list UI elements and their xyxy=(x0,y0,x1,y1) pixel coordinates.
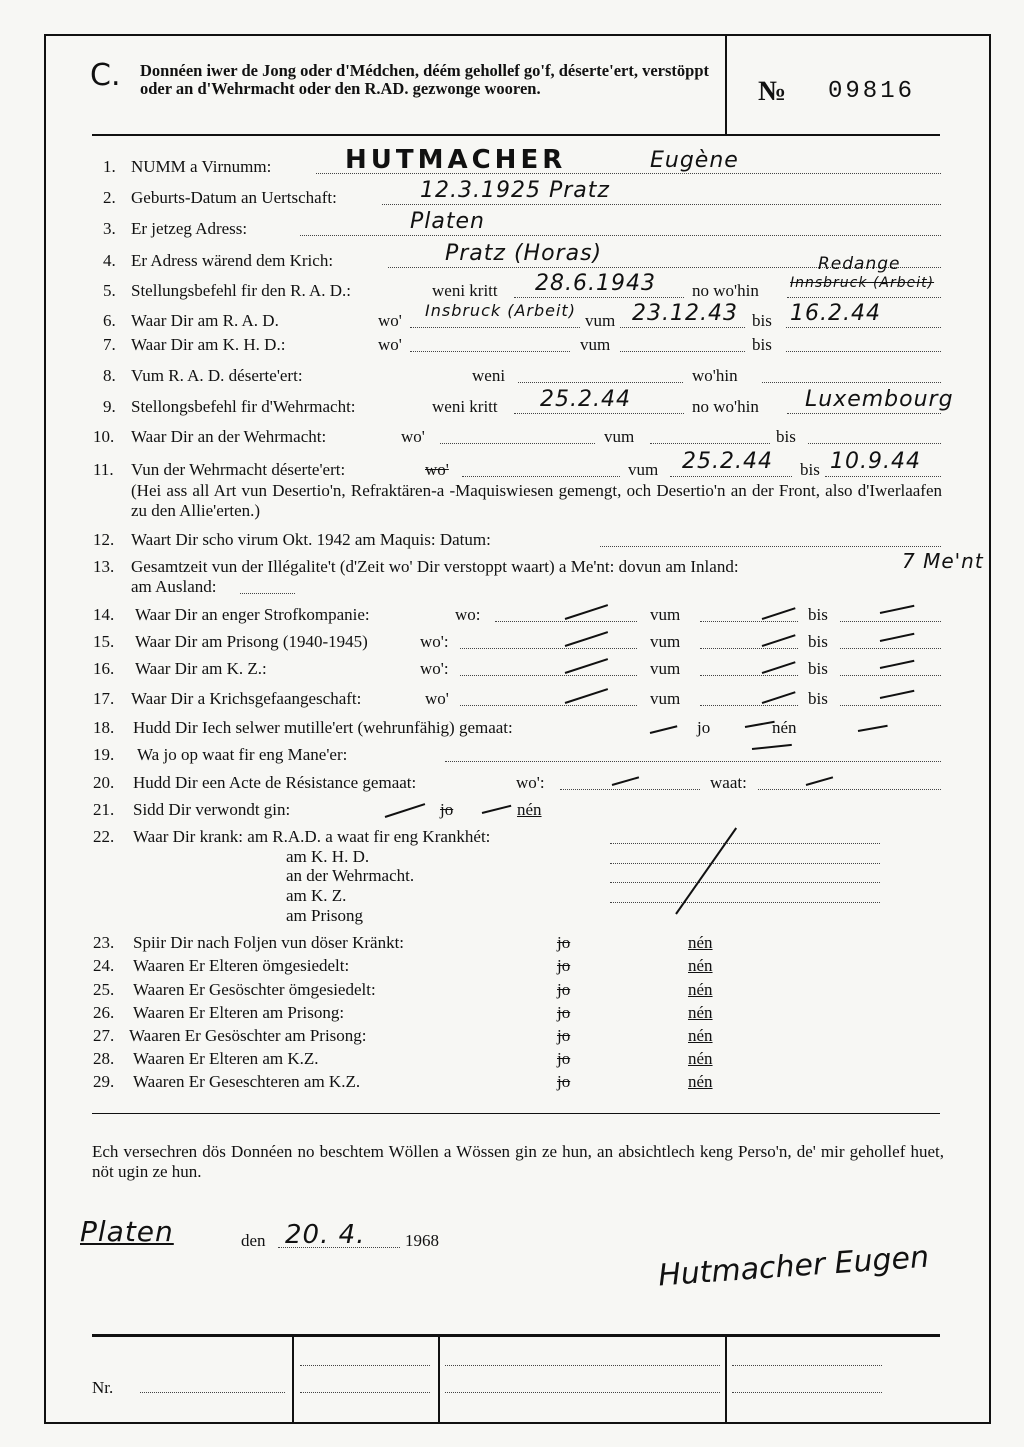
answer-jo: jo xyxy=(557,1003,571,1022)
row-label: wo' xyxy=(425,460,449,479)
row-label: Gesamtzeit vun der Illégalite't (d'Zeit wo' Dir verstoppt waart) a Me'nt: dovun am Inland: xyxy=(131,557,739,576)
row-label: Geburts-Datum an Uertschaft: xyxy=(131,188,337,207)
footer-nr-label: Nr. xyxy=(92,1378,114,1397)
row-label: wo: xyxy=(455,605,481,624)
row-label: Waaren Er Elteren ömgesiedelt: xyxy=(133,956,350,975)
row-label: Waart Dir scho virum Okt. 1942 am Maquis: Datum: xyxy=(131,530,491,549)
fill-line xyxy=(840,621,941,622)
fill-line xyxy=(560,789,700,790)
fill-line xyxy=(600,546,941,547)
row-label: wo' xyxy=(378,335,402,354)
row-label: Waaren Er Geseschteren am K.Z. xyxy=(133,1072,361,1091)
row-label: no wo'hin xyxy=(692,281,759,300)
fill-line xyxy=(610,902,880,903)
answer-nen: nén xyxy=(517,800,542,819)
row-label: wo': xyxy=(516,773,545,792)
row-label: Waaren Er Elteren am K.Z. xyxy=(133,1049,319,1068)
row-label: am Ausland: xyxy=(131,577,217,596)
fill-line xyxy=(786,351,941,352)
row-number: 1. xyxy=(103,157,116,176)
row-number: 8. xyxy=(103,366,116,385)
declaration-text: Ech versechren dös Donnéen no beschtem Wöllen a Wössen gin ze hun, an absichtlech keng Perso'n, de' mir gehollef huet, nöt ugin ze hun. xyxy=(92,1142,944,1181)
rad-place: Insbruck (Arbeit) xyxy=(425,301,576,320)
row-number: 14. xyxy=(93,605,115,624)
row-label: bis xyxy=(808,605,828,624)
fill-line xyxy=(460,648,637,649)
row-label: wo': xyxy=(420,659,449,678)
row-label: Hudd Dir een Acte de Résistance gemaat: xyxy=(133,773,417,792)
row-number: 7. xyxy=(103,335,116,354)
inland-months: 7 Me'nt xyxy=(902,549,984,573)
row-label: Wa jo op waat fir eng Mane'er: xyxy=(137,745,348,764)
row-label: wo' xyxy=(425,689,449,708)
header-divider xyxy=(725,36,727,136)
answer-nen: nén xyxy=(688,956,713,975)
answer-nen: nén xyxy=(688,980,713,999)
signing-place: Platen xyxy=(80,1215,174,1248)
fill-line xyxy=(382,204,941,205)
row-label: Waar Dir am K. Z.: xyxy=(135,659,267,678)
desertion-from: 25.2.44 xyxy=(682,449,773,474)
row-label: wo' xyxy=(401,427,425,446)
signing-date: 20. 4. xyxy=(285,1220,366,1250)
row-number: 6. xyxy=(103,311,116,330)
signature: Hutmacher Eugen xyxy=(657,1239,931,1294)
row-label: Er Adress wärend dem Krich: xyxy=(131,251,334,270)
row-number: 4. xyxy=(103,251,116,270)
wehrmacht-order-date: 25.2.44 xyxy=(540,387,631,412)
fill-line xyxy=(460,675,637,676)
fill-line xyxy=(732,1365,882,1366)
row-label: wo'hin xyxy=(692,366,738,385)
fill-line xyxy=(762,382,941,383)
row-label: weni kritt xyxy=(432,281,498,300)
fill-line xyxy=(610,863,880,864)
birth-value: 12.3.1925 Pratz xyxy=(420,178,610,203)
row-label: Spiir Dir nach Foljen vun döser Kränkt: xyxy=(133,933,405,952)
row-label: Waaren Er Gesöschter am Prisong: xyxy=(129,1026,367,1045)
row-label: vum xyxy=(628,460,659,479)
row-label: Sidd Dir verwondt gin: xyxy=(133,800,291,819)
row-number: 17. xyxy=(93,689,115,708)
answer-jo: jo xyxy=(557,1072,571,1091)
fill-line xyxy=(758,789,941,790)
fill-line xyxy=(787,297,941,298)
row-label: Er jetzeg Adress: xyxy=(131,219,248,238)
row-number: 9. xyxy=(103,397,116,416)
fill-line xyxy=(700,675,798,676)
answer-nen: nén xyxy=(688,1003,713,1022)
row-label: weni xyxy=(472,366,506,385)
fill-line xyxy=(518,382,683,383)
row-label: vum xyxy=(650,689,681,708)
row-number: 29. xyxy=(93,1072,115,1091)
wehrmacht-destination: Luxembourg xyxy=(805,387,954,412)
fill-line xyxy=(240,593,295,594)
row-label: Waar Dir am Prisong (1940-1945) xyxy=(135,632,368,651)
row-label: Vum R. A. D. déserte'ert: xyxy=(131,366,303,385)
row-label: no wo'hin xyxy=(692,397,759,416)
row-number: 18. xyxy=(93,718,115,737)
row-number: 25. xyxy=(93,980,115,999)
row-label: weni kritt xyxy=(432,397,498,416)
fill-line xyxy=(514,413,684,414)
fill-line xyxy=(732,1392,882,1393)
row-number: 23. xyxy=(93,933,115,952)
row-number: 16. xyxy=(93,659,115,678)
footer-divider xyxy=(292,1334,294,1424)
fill-line xyxy=(700,648,798,649)
rad-destination-correction: Redange xyxy=(818,254,901,274)
number-symbol: № xyxy=(758,76,787,107)
row-label: Waar Dir a Krichsgefaangeschaft: xyxy=(131,689,362,708)
date-label: den xyxy=(241,1231,266,1250)
fill-line xyxy=(514,297,684,298)
row-label: Waar Dir an der Wehrmacht: xyxy=(131,427,327,446)
desertion-to: 10.9.44 xyxy=(830,449,921,474)
answer-nen: nén xyxy=(772,718,797,737)
answer-jo: jo xyxy=(557,1049,571,1068)
fill-line xyxy=(140,1392,285,1393)
fill-line xyxy=(670,476,792,477)
row-label: bis xyxy=(776,427,796,446)
fill-line xyxy=(840,675,941,676)
answer-nen: nén xyxy=(688,1049,713,1068)
answer-jo: jo xyxy=(557,956,571,975)
row-number: 20. xyxy=(93,773,115,792)
answer-jo: jo xyxy=(557,980,571,999)
row-sublabel: am Prisong xyxy=(286,906,363,925)
fill-line xyxy=(620,327,745,328)
row-label: Stellungsbefehl fir den R. A. D.: xyxy=(131,281,352,300)
row-label: wo' xyxy=(378,311,402,330)
rad-to: 16.2.44 xyxy=(790,301,881,326)
footer-rule xyxy=(92,1334,940,1337)
row-label: Waar Dir krank: am R.A.D. a waat fir eng Krankhét: xyxy=(133,827,491,846)
surname-value: HUTMACHER xyxy=(345,145,567,175)
row-label: wo': xyxy=(420,632,449,651)
desertion-note: (Hei ass all Art vun Desertio'n, Refraktären-a -Maquiswiesen gemengt, och Desertio'n an der Front, also d'Iwerlaafen zu den Allie'erten.) xyxy=(131,481,942,520)
row-number: 3. xyxy=(103,219,116,238)
fill-line xyxy=(610,843,880,844)
row-label: vum xyxy=(650,605,681,624)
signing-year: 1968 xyxy=(405,1231,439,1250)
fill-line xyxy=(700,621,798,622)
row-label: vum xyxy=(580,335,611,354)
row-sublabel: an der Wehrmacht. xyxy=(286,866,415,885)
fill-line xyxy=(620,351,745,352)
answer-jo: jo xyxy=(440,800,454,819)
row-number: 27. xyxy=(93,1026,115,1045)
form-number: 09816 xyxy=(828,78,916,105)
fill-line xyxy=(445,1392,720,1393)
fill-line xyxy=(610,882,880,883)
fill-line xyxy=(650,443,770,444)
section-letter: C. xyxy=(90,58,121,93)
fill-line xyxy=(462,476,620,477)
answer-nen: nén xyxy=(688,1026,713,1045)
fill-line xyxy=(700,705,798,706)
row-label: Stellongsbefehl fir d'Wehrmacht: xyxy=(131,397,356,416)
row-label: bis xyxy=(800,460,820,479)
fill-line xyxy=(787,413,941,414)
fill-line xyxy=(410,327,580,328)
row-number: 11. xyxy=(93,460,114,479)
row-sublabel: am K. Z. xyxy=(286,886,347,905)
fill-line xyxy=(825,476,941,477)
fill-line xyxy=(440,443,595,444)
fill-line xyxy=(445,1365,720,1366)
row-label: Waar Dir am K. H. D.: xyxy=(131,335,286,354)
row-number: 28. xyxy=(93,1049,115,1068)
fill-line xyxy=(495,621,637,622)
row-label: vum xyxy=(585,311,616,330)
fill-line xyxy=(460,705,637,706)
row-label: Waar Dir am R. A. D. xyxy=(131,311,279,330)
row-label: Vun der Wehrmacht déserte'ert: xyxy=(131,460,346,479)
row-number: 19. xyxy=(93,745,115,764)
answer-nen: nén xyxy=(688,933,713,952)
footer-divider xyxy=(725,1334,727,1424)
row-label: Waaren Er Gesöschter ömgesiedelt: xyxy=(133,980,376,999)
row-label: bis xyxy=(752,311,772,330)
fill-line xyxy=(445,761,941,762)
row-label: waat: xyxy=(710,773,747,792)
fill-line xyxy=(808,443,941,444)
row-number: 13. xyxy=(93,557,115,576)
firstname-value: Eugène xyxy=(650,148,739,173)
header-rule xyxy=(92,134,940,136)
row-number: 26. xyxy=(93,1003,115,1022)
row-label: bis xyxy=(808,689,828,708)
row-label: vum xyxy=(650,632,681,651)
section-rule xyxy=(92,1113,940,1114)
footer-divider xyxy=(438,1334,440,1424)
fill-line xyxy=(410,351,570,352)
rad-destination-struck: Innsbruck (Arbeit) xyxy=(790,275,935,291)
answer-jo: jo xyxy=(557,933,571,952)
rad-from: 23.12.43 xyxy=(632,301,738,326)
answer-jo: jo xyxy=(697,718,711,737)
row-label: Hudd Dir Iech selwer mutille'ert (wehrunfähig) gemaat: xyxy=(133,718,513,737)
row-number: 12. xyxy=(93,530,115,549)
row-number: 24. xyxy=(93,956,115,975)
answer-jo: jo xyxy=(557,1026,571,1045)
row-number: 15. xyxy=(93,632,115,651)
row-number: 5. xyxy=(103,281,116,300)
row-number: 22. xyxy=(93,827,115,846)
fill-line xyxy=(786,327,941,328)
form-title: Donnéen iwer de Jong oder d'Médchen, déém gehollef go'f, déserte'ert, verstöppt oder an d'Wehrmacht oder den R.AD. gezwonge wooren. xyxy=(140,61,710,98)
row-number: 10. xyxy=(93,427,115,446)
row-label: bis xyxy=(808,632,828,651)
row-label: Waar Dir an enger Strofkompanie: xyxy=(135,605,370,624)
row-sublabel: am K. H. D. xyxy=(286,847,370,866)
address-value: Platen xyxy=(410,209,485,234)
fill-line xyxy=(840,648,941,649)
fill-line xyxy=(300,235,941,236)
row-label: bis xyxy=(808,659,828,678)
row-number: 21. xyxy=(93,800,115,819)
rad-order-date: 28.6.1943 xyxy=(535,271,656,296)
row-label: NUMM a Virnumm: xyxy=(131,157,272,176)
fill-line xyxy=(300,1392,430,1393)
row-label: Waaren Er Elteren am Prisong: xyxy=(133,1003,345,1022)
row-label: bis xyxy=(752,335,772,354)
row-number: 2. xyxy=(103,188,116,207)
row-label: vum xyxy=(604,427,635,446)
row-label: vum xyxy=(650,659,681,678)
fill-line xyxy=(300,1365,430,1366)
fill-line xyxy=(840,705,941,706)
war-address-value: Pratz (Horas) xyxy=(445,241,603,266)
answer-nen: nén xyxy=(688,1072,713,1091)
